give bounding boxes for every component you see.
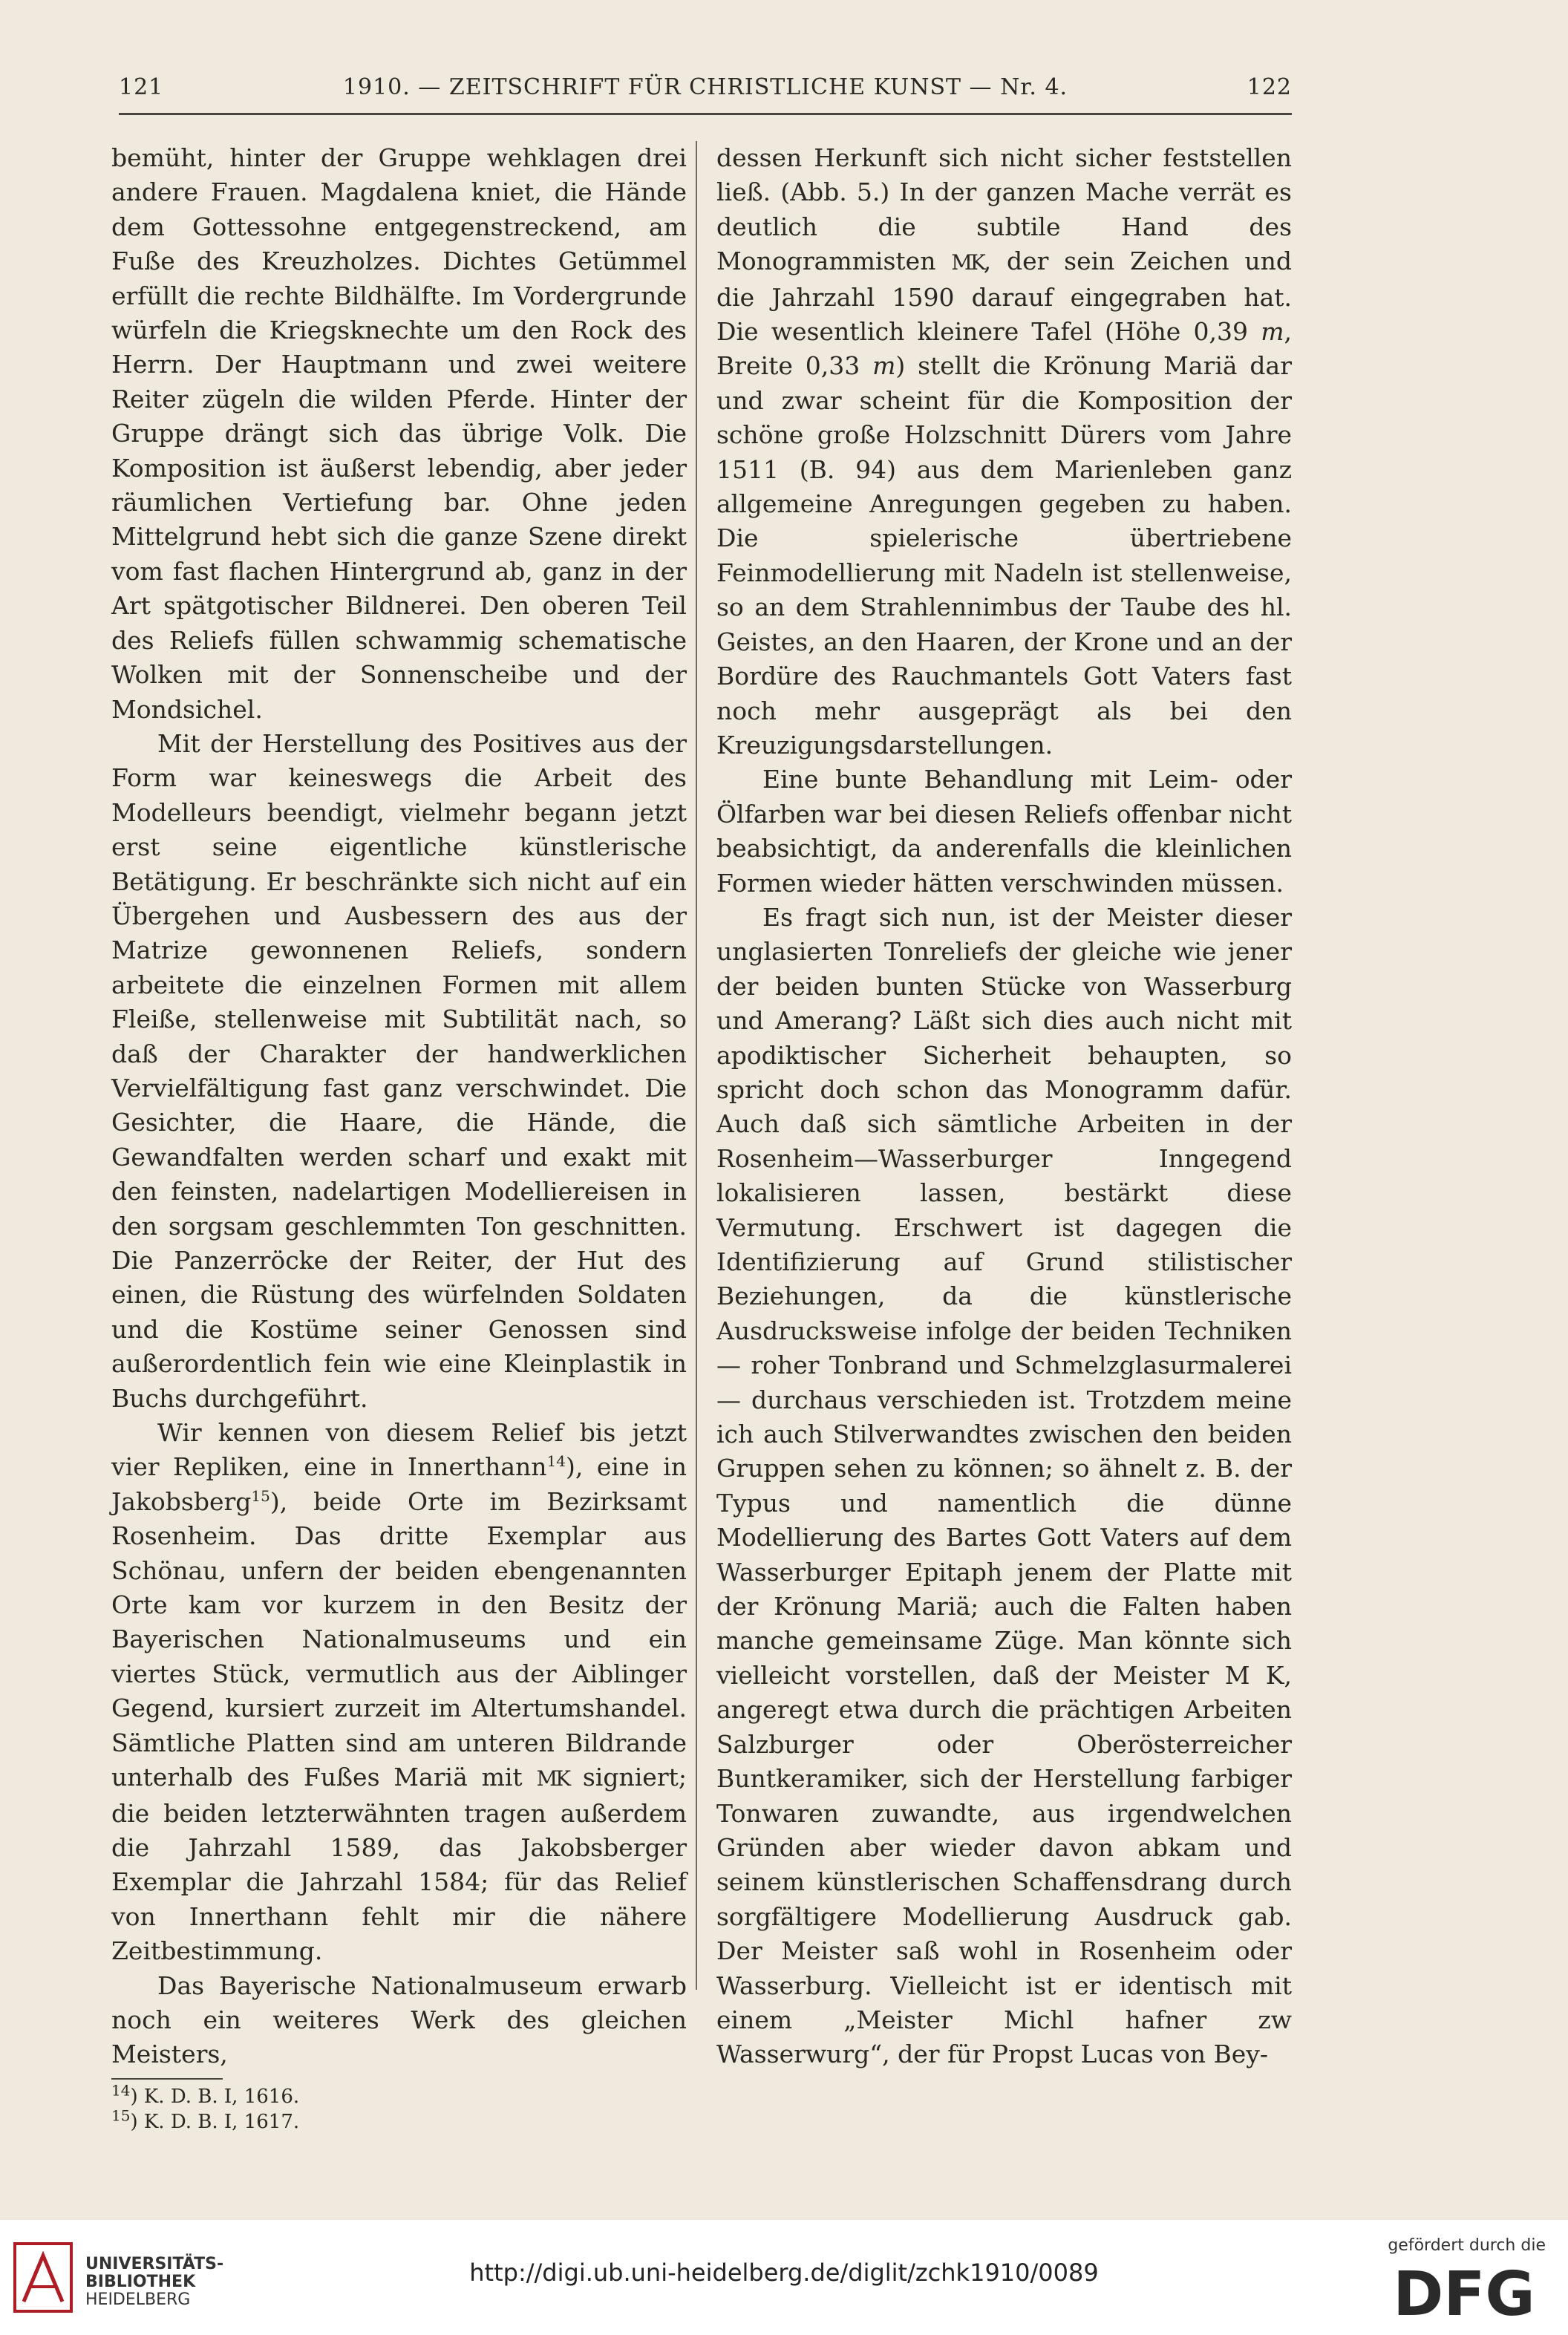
footnote-rule xyxy=(111,2078,223,2080)
text-run: Wir kennen von diesem Relief bis jetzt vier Repliken, eine in Innerthann xyxy=(111,1418,687,1482)
text-run: ) stellt die Krönung Mariä dar und zwar scheint für die Komposition der schöne große Holzschnitt Dürers vom Jahre 1511 (B. 94) aus dem Marienleben ganz allgemeine Anregungen gegeben zu haben. Die spielerische übertriebene Feinmodellierung mit Nadeln ist stellenweise, so an dem Strahlennimbus der Taube des hl. Geistes, an den Haaren, der Krone und an der Bordüre des Rauchmantels Gott Vaters fast noch mehr ausgeprägt als bei den Kreuzigungsdarstellungen. xyxy=(716,351,1292,760)
dfg-logo-text: DFG xyxy=(1393,2263,1535,2321)
library-name-line: UNIVERSITÄTS- xyxy=(85,2255,224,2273)
viewer-footer xyxy=(0,2220,1568,2335)
right-column xyxy=(716,141,1292,2072)
footnote-ref-14: 14 xyxy=(546,1452,566,1471)
footnote-14 xyxy=(111,2081,687,2109)
sponsor-caption: gefördert durch die xyxy=(1388,2236,1546,2255)
journal-title: 1910. — ZEITSCHRIFT FÜR CHRISTLICHE KUNST — Nr. 4. xyxy=(342,74,1068,100)
text-run: ), eine in Jakobsberg xyxy=(111,1452,687,1516)
footnote-ref-15: 15 xyxy=(251,1486,270,1505)
text-run: , Breite 0,33 xyxy=(716,317,1292,381)
column-divider xyxy=(696,141,697,1990)
footnote-mark: 15 xyxy=(111,2106,131,2125)
page-number-right: 122 xyxy=(1247,74,1292,100)
right-paragraph-3: Es fragt sich nun, ist der Meister dieser unglasierten Tonreliefs der gleiche wie jener der beiden bunten Stücke von Wasserburg und Amerang? Läßt sich dies auch nicht mit apodiktischer Sicherheit behaupten, so spricht doch schon das Monogramm dafür. Auch daß sich sämtliche Arbeiten in der Rosenheim—Wasserburger Inngegend lokalisieren lassen, bestärkt diese Vermutung. Erschwert ist dagegen die Identifizierung auf Grund stilistischer Beziehungen, da die künstlerische Ausdrucksweise infolge der beiden Techniken — roher Tonbrand und Schmelzglasurmalerei — durchaus verschieden ist. Trotzdem meine ich auch Stilverwandtes zwischen den beiden Gruppen sehen zu können; so ähnelt z. B. der Typus und namentlich die dünne Modellierung des Bartes Gott Vaters auf dem Wasserburger Epitaph jenem der Platte mit der Krönung Mariä; auch die Falten haben manche gemeinsame Züge. Man könnte sich vielleicht vorstellen, daß der Meister M K, angeregt etwa durch die prächtigen Arbeiten Salzburger oder Oberösterreicher Buntkeramiker, sich der Herstellung farbiger Tonwaren zuwandte, aus irgendwelchen Gründen aber wieder davon abkam und seinem künstlerischen Schaffensdrang durch sorgfältigere Modellierung Ausdruck gab. Der Meister saß wohl in Rosenheim oder Wasserburg. Vielleicht ist er identisch mit einem „Meister Michl hafner zw Wasserwurg“, der für Propst Lucas von Bey- xyxy=(716,902,1292,2069)
monogram: MK xyxy=(951,250,984,275)
footnote-text: ) K. D. B. I, 1616. xyxy=(130,2085,300,2108)
right-paragraph-2: Eine bunte Behandlung mit Leim- oder Ölfarben war bei diesen Reliefs offenbar nicht beabsichtigt, da anderenfalls die kleinlichen Formen wieder hätten verschwinden müssen. xyxy=(716,765,1292,898)
page-number-left: 121 xyxy=(119,74,164,100)
left-paragraph-1: bemüht, hinter der Gruppe wehklagen drei andere Frauen. Magdalena kniet, die Hände dem Gottessohne entgegenstreckend, am Fuße des Kreuzholzes. Dichtes Getümmel erfüllt die rechte Bildhälfte. Im Vordergrunde würfeln die Kriegsknechte um den Rock des Herrn. Der Hauptmann und zwei weitere Reiter zügeln die wilden Pferde. Hinter der Gruppe drängt sich das übrige Volk. Die Komposition ist äußerst lebendig, aber jeder räumlichen Vertiefung bar. Ohne jeden Mittelgrund hebt sich die ganze Szene direkt vom fast flachen Hintergrund ab, ganz in der Art spätgotischer Bildnerei. Den oberen Teil des Reliefs füllen schwammig schematische Wolken mit der Sonnenscheibe und der Mondsichel. xyxy=(111,143,687,724)
library-name-line: BIBLIOTHEK xyxy=(85,2273,196,2291)
text-run: signiert; die beiden letzterwähnten tragen außerdem die Jahrzahl 1589, das Jakobsberger Exemplar die Jahrzahl 1584; für das Relief von Innerthann fehlt mir die nähere Zeitbestimmung. xyxy=(111,1763,687,1966)
library-name-line: HEIDELBERG xyxy=(85,2290,191,2309)
left-paragraph-3 xyxy=(111,1416,687,1969)
text-run: , der sein Zeichen und die Jahrzahl 1590 darauf eingegraben hat. Die wesentlich kleinere Tafel (Höhe 0,39 xyxy=(716,246,1292,347)
footnote-text: ) K. D. B. I, 1617. xyxy=(130,2110,300,2133)
left-paragraph-4: Das Bayerische Nationalmuseum erwarb noch ein weiteres Werk des gleichen Meisters, xyxy=(111,1970,687,2069)
text-run: dessen Herkunft sich nicht sicher feststellen ließ. (Abb. 5.) In der ganzen Mache verrät es deutlich die subtile Hand des Monogrammisten xyxy=(716,143,1292,276)
running-header xyxy=(119,74,1292,111)
text-run: ), beide Orte im Bezirksamt Rosenheim. Das dritte Exemplar aus Schönau, unfern der beiden ebengenannten Orte kam vor kurzem in den Besitz der Bayerischen Nationalmuseums und ein viertes Stück, vermutlich aus der Aiblinger Gegend, kursiert zurzeit im Altertumshandel. Sämtliche Platten sind am unteren Bildrande unterhalb des Fußes Mariä mit xyxy=(111,1486,687,1792)
permalink-url[interactable]: http://digi.ub.uni-heidelberg.de/diglit/zchk1910/0089 xyxy=(469,2259,1099,2287)
left-column xyxy=(111,141,687,2135)
dfg-logo-icon xyxy=(1382,2263,1546,2321)
monogram: MK xyxy=(536,1766,569,1792)
unit-meter: m xyxy=(872,351,896,381)
footnote-15 xyxy=(111,2106,687,2135)
header-rule xyxy=(119,113,1292,115)
unit-meter: m xyxy=(1261,317,1284,347)
right-paragraph-1 xyxy=(716,141,1292,762)
footnote-mark: 14 xyxy=(111,2081,131,2100)
left-paragraph-2: Mit der Herstellung des Positives aus der Form war keineswegs die Arbeit des Modelleurs beendigt, vielmehr begann jetzt erst seine eigentliche künstlerische Betätigung. Er beschränkte sich nicht auf ein Übergehen und Ausbessern des aus der Matrize gewonnenen Reliefs, sondern arbeitete die einzelnen Formen mit allem Fleiße, stellenweise mit Subtilität nach, so daß der Charakter der handwerklichen Vervielfältigung fast ganz verschwindet. Die Gesichter, die Haare, die Hände, die Gewandfalten werden scharf und exakt mit den feinsten, nadelartigen Modelliereisen in den sorgsam geschlemmten Ton geschnitten. Die Panzerröcke der Reiter, der Hut des einen, die Rüstung des würfelnden Soldaten und die Kostüme seiner Genossen sind außerordentlich fein wie eine Kleinplastik in Buchs durchgeführt. xyxy=(111,728,687,1413)
